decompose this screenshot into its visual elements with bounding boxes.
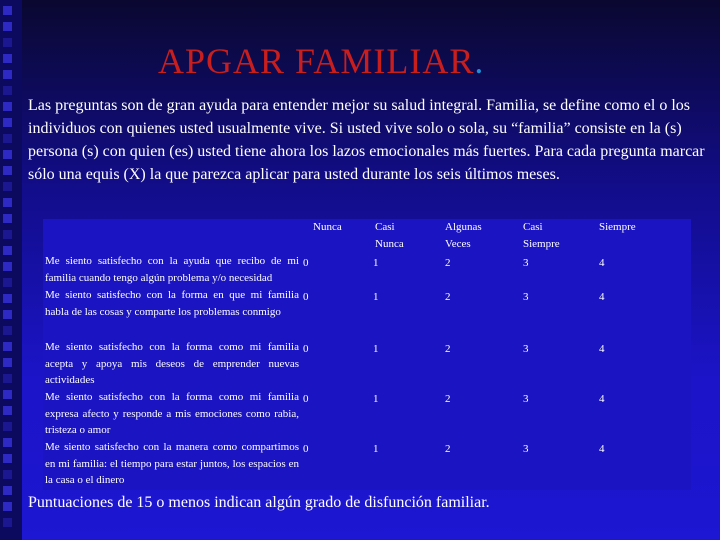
score-cell: 1	[373, 343, 379, 355]
score-cell: 0	[303, 257, 309, 269]
decorative-square	[3, 102, 12, 111]
decorative-square	[3, 518, 12, 527]
score-cell: 1	[373, 443, 379, 455]
header-cell: Nunca	[313, 221, 342, 233]
header-cell: Algunas Veces	[445, 221, 482, 250]
score-cell: 4	[599, 393, 605, 405]
score-cell: 2	[445, 443, 451, 455]
table-row	[43, 389, 691, 439]
decorative-square	[3, 118, 12, 127]
decorative-square	[3, 6, 12, 15]
decorative-square	[3, 22, 12, 31]
decorative-square	[3, 486, 12, 495]
decorative-square	[3, 86, 12, 95]
decorative-square	[3, 38, 12, 47]
header-cell: Casi Nunca	[375, 221, 404, 250]
score-cell: 1	[373, 257, 379, 269]
score-cell: 2	[445, 393, 451, 405]
score-cell: 3	[523, 393, 529, 405]
decorative-square	[3, 150, 12, 159]
table-row	[43, 287, 691, 339]
score-cell: 4	[599, 291, 605, 303]
score-cell: 2	[445, 291, 451, 303]
decorative-square	[3, 278, 12, 287]
decorative-square	[3, 294, 12, 303]
title-block	[158, 40, 578, 88]
footer-note: Puntuaciones de 15 o menos indican algún grado de disfunción familiar.	[28, 494, 490, 511]
header-cell	[43, 219, 301, 253]
score-cell: 4	[599, 257, 605, 269]
table-row	[43, 253, 691, 287]
question-cell: Me siento satisfecho con la forma en que mi familia habla de las cosas y comparte los problemas conmigo	[45, 289, 299, 318]
apgar-table	[43, 219, 691, 489]
intro-paragraph: Las preguntas son de gran ayuda para entender mejor su salud integral. Familia, se define como el o los individuos con quienes usted usualmente vive. Si usted vive solo o sola, su “familia” consiste en la (s) persona (s) con quien (es) usted tiene ahora los lazos emocionales más fuertes. Para cada pregunta marcar sólo una equis (X) la que parezca aplicar para usted durante los seis últimos meses.	[28, 97, 705, 183]
score-cell: 2	[445, 257, 451, 269]
question-cell: Me siento satisfecho con la manera como compartimos en mi familia: el tiempo para estar juntos, los espacios en la casa o el dinero	[45, 441, 299, 486]
score-cell: 3	[523, 343, 529, 355]
decorative-square	[3, 70, 12, 79]
score-cell: 3	[523, 291, 529, 303]
decorative-square	[3, 246, 12, 255]
decorative-square	[3, 198, 12, 207]
decorative-square	[3, 502, 12, 511]
table-row	[43, 439, 691, 489]
decorative-square	[3, 230, 12, 239]
question-cell: Me siento satisfecho con la forma como mi familia acepta y apoya mis deseos de emprender nuevas actividades	[45, 341, 299, 386]
decorative-square	[3, 342, 12, 351]
decorative-square	[3, 454, 12, 463]
decorative-square	[3, 182, 12, 191]
score-cell: 1	[373, 393, 379, 405]
header-cell: Casi Siempre	[523, 221, 560, 250]
title-dot: .	[474, 41, 485, 81]
score-cell: 0	[303, 393, 309, 405]
decorative-square	[3, 326, 12, 335]
decorative-square	[3, 166, 12, 175]
score-cell: 0	[303, 291, 309, 303]
decorative-square	[3, 438, 12, 447]
decorative-square	[3, 262, 12, 271]
question-cell: Me siento satisfecho con la ayuda que recibo de mi familia cuando tengo algún problema y/o necesidad	[45, 255, 299, 284]
score-cell: 0	[303, 343, 309, 355]
decorative-square	[3, 310, 12, 319]
decorative-square	[3, 406, 12, 415]
apgar-table-container	[43, 219, 691, 490]
score-cell: 1	[373, 291, 379, 303]
header-cell: Siempre	[599, 221, 636, 233]
decorative-squares	[3, 6, 12, 534]
question-cell: Me siento satisfecho con la forma como mi familia expresa afecto y responde a mis emociones como rabia, tristeza o amor	[45, 391, 299, 436]
page-title	[158, 41, 484, 81]
table-header-row	[43, 219, 691, 253]
decorative-square	[3, 422, 12, 431]
score-cell: 2	[445, 343, 451, 355]
title-text: APGAR FAMILIAR	[158, 41, 475, 81]
score-cell: 4	[599, 443, 605, 455]
decorative-square	[3, 134, 12, 143]
decorative-square	[3, 374, 12, 383]
table-row	[43, 339, 691, 389]
score-cell: 3	[523, 443, 529, 455]
decorative-square	[3, 54, 12, 63]
decorative-square	[3, 214, 12, 223]
score-cell: 4	[599, 343, 605, 355]
decorative-square	[3, 470, 12, 479]
decorative-square	[3, 390, 12, 399]
decorative-square	[3, 358, 12, 367]
score-cell: 3	[523, 257, 529, 269]
decorative-side-band	[0, 0, 22, 540]
score-cell: 0	[303, 443, 309, 455]
